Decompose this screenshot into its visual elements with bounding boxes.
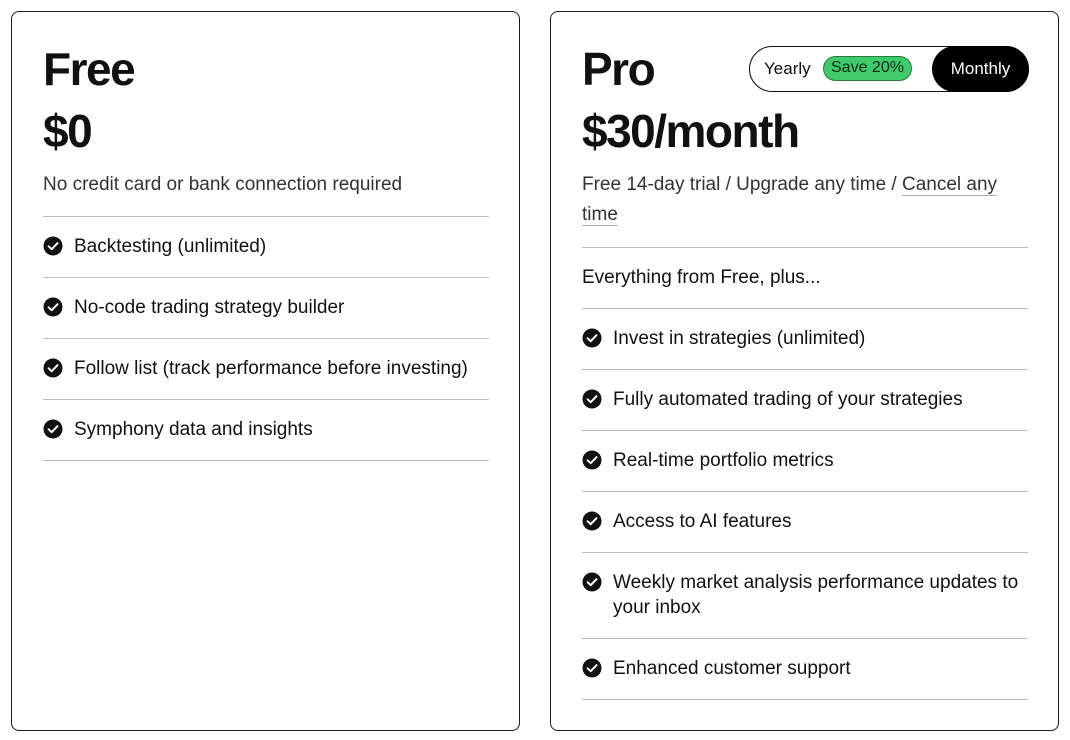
check-circle-icon [43,358,63,378]
feature-list [43,216,489,461]
check-circle-icon [582,450,602,470]
check-circle-icon [43,297,63,317]
check-circle-icon [582,572,602,592]
save-badge: Save 20% [823,56,912,81]
feature-item [43,217,489,278]
plan-subtitle-text: Free 14-day trial / Upgrade any time / [582,174,902,195]
billing-period-toggle[interactable] [749,46,1029,92]
free-plan-card [11,11,520,731]
monthly-option[interactable]: Monthly [932,46,1029,92]
feature-item [582,370,1028,431]
plan-price: $30/month [582,105,799,157]
plan-name: Free [43,43,135,95]
check-circle-icon [582,511,602,531]
feature-list [582,247,1028,700]
feature-label: Real-time portfolio metrics [613,450,834,471]
check-circle-icon [582,658,602,678]
feature-item [582,492,1028,553]
cancel-any-time-link[interactable]: Cancel any time [582,174,998,225]
feature-label: No-code trading strategy builder [74,297,345,318]
pro-plan-card [550,11,1059,731]
feature-label: Enhanced customer support [613,658,851,679]
check-circle-icon [43,419,63,439]
feature-label: Weekly market analysis performance updates to your inbox [613,572,1019,618]
feature-item [43,278,489,339]
plan-price: $0 [43,105,92,157]
check-circle-icon [43,236,63,256]
plan-subtitle [582,170,1002,230]
feature-item [582,639,1028,700]
feature-item [582,309,1028,370]
feature-item [43,400,489,461]
feature-intro-label: Everything from Free, plus... [582,267,821,288]
feature-label: Symphony data and insights [74,419,313,440]
feature-label: Access to AI features [613,511,792,532]
feature-label: Fully automated trading of your strategies [613,389,963,410]
feature-item [582,553,1028,639]
feature-label: Invest in strategies (unlimited) [613,328,866,349]
plan-subtitle: No credit card or bank connection required [43,174,403,195]
plan-name: Pro [582,43,655,95]
feature-item [582,431,1028,492]
feature-label: Backtesting (unlimited) [74,236,267,257]
check-circle-icon [582,328,602,348]
feature-intro [582,248,1028,309]
yearly-option[interactable]: Yearly [764,58,811,78]
feature-item [43,339,489,400]
feature-label: Follow list (track performance before investing) [74,358,468,379]
check-circle-icon [582,389,602,409]
